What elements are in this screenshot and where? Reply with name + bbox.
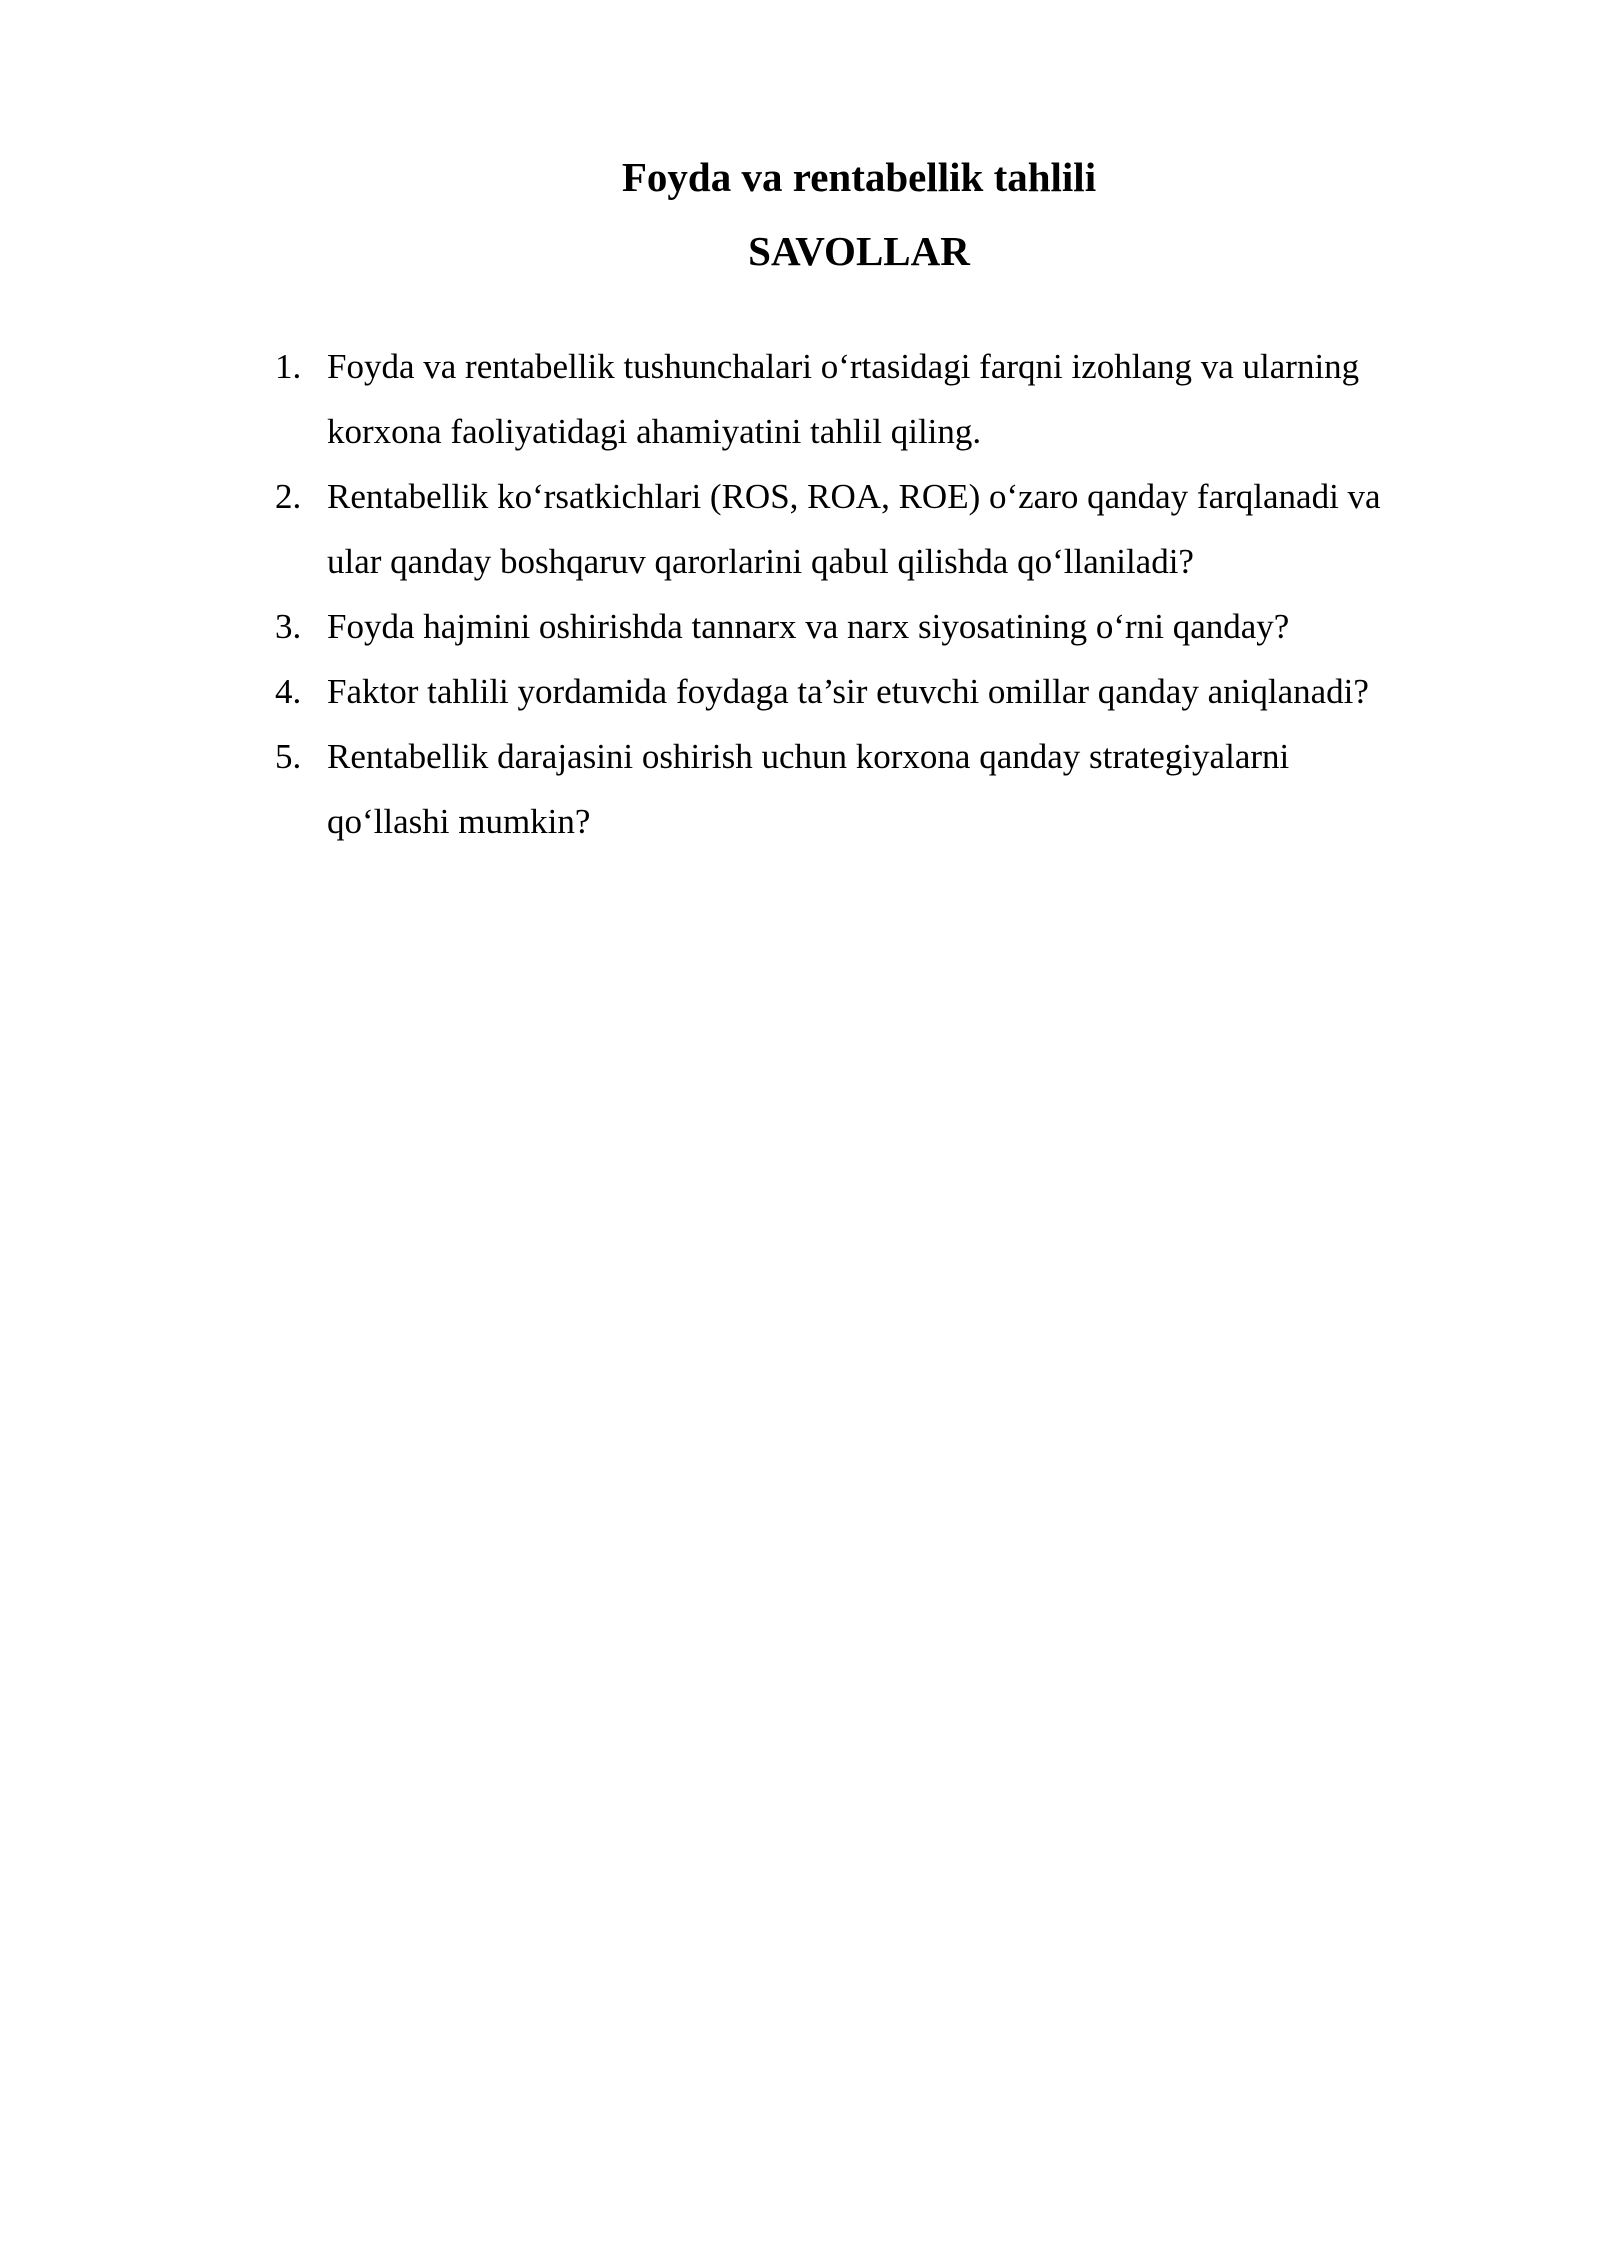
question-line: Rentabellik ko‘rsatkichlari (ROS, ROA, ROE) o‘zaro qanday farqlanadi va: [327, 477, 1381, 516]
question-item: [275, 724, 1485, 854]
question-line: Foyda hajmini oshirishda tannarx va narx siyosatining o‘rni qanday?: [327, 607, 1290, 646]
question-item: [275, 594, 1485, 659]
question-number: 1.: [275, 347, 302, 386]
question-line: korxona faoliyatidagi ahamiyatini tahlil qiling.: [327, 412, 982, 451]
question-item: [275, 659, 1485, 724]
question-line: ular qanday boshqaruv qarorlarini qabul qilishda qo‘llaniladi?: [327, 542, 1194, 581]
question-line: Faktor tahlili yordamida foydaga ta’sir etuvchi omillar qanday aniqlanadi?: [327, 672, 1369, 711]
document-subtitle: SAVOLLAR: [748, 228, 970, 274]
question-item: [275, 334, 1485, 464]
question-text: [327, 594, 1485, 659]
question-line: Foyda va rentabellik tushunchalari o‘rtasidagi farqni izohlang va ularning: [327, 347, 1360, 386]
question-text: [327, 464, 1485, 594]
question-number: 3.: [275, 607, 302, 646]
question-text: [327, 724, 1485, 854]
question-line: qo‘llashi mumkin?: [327, 802, 591, 841]
question-text: [327, 659, 1485, 724]
question-item: [275, 464, 1485, 594]
question-text: [327, 334, 1485, 464]
question-number: 5.: [275, 737, 302, 776]
question-line: Rentabellik darajasini oshirish uchun korxona qanday strategiyalarni: [327, 737, 1290, 776]
question-list: [275, 334, 1485, 854]
document-title: Foyda va rentabellik tahlili: [621, 154, 1097, 200]
question-number: 4.: [275, 672, 302, 711]
question-number: 2.: [275, 477, 302, 516]
